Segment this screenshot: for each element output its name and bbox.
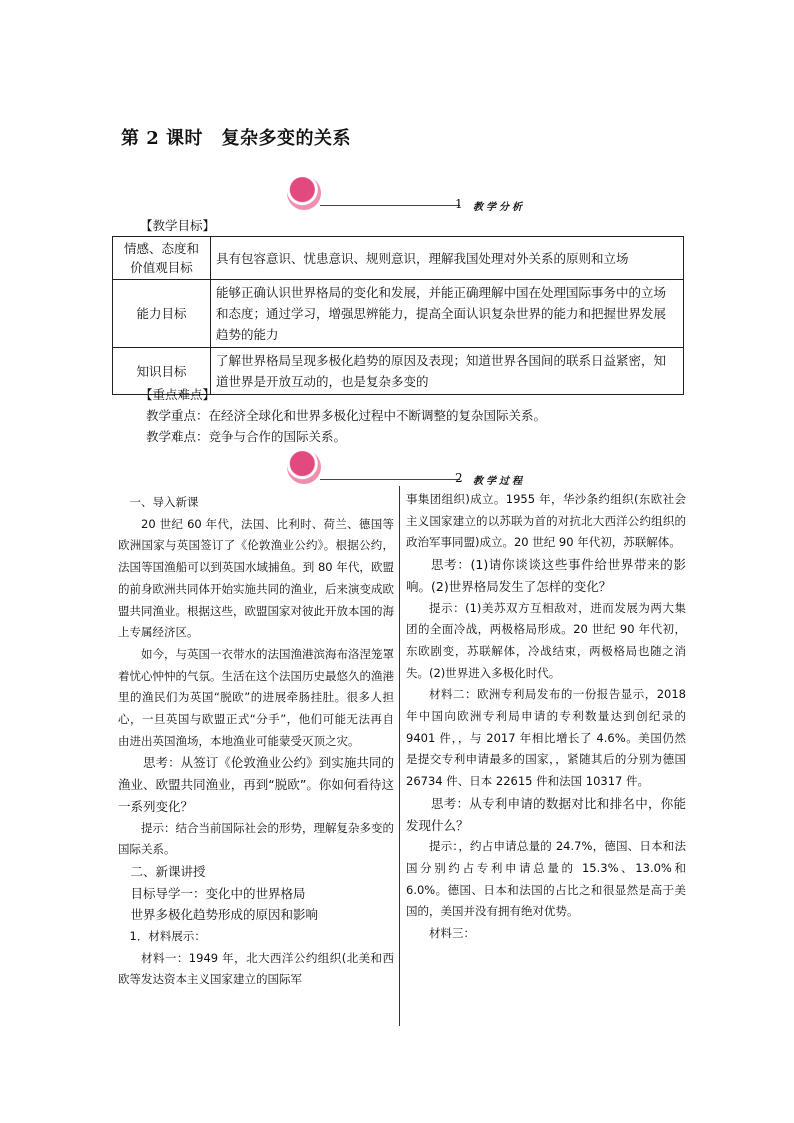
goals-table (112, 236, 684, 395)
paragraph: 事集团组织)成立。1955 年，华沙条约组织(东欧社会主义国家建立的以苏联为首的对抗北大西洋公约组织的政治军事同盟)成立。20 世纪 90 年代初，苏联解体。 (406, 492, 686, 550)
banner-number: 2 (455, 471, 463, 485)
section-banner-analysis (287, 176, 567, 212)
page-title: 第 2 课时 复杂多变的关系 (121, 128, 352, 149)
banner-divider (320, 479, 460, 480)
paragraph: 材料二：欧洲专利局发布的一份报告显示，2018 年中国向欧洲专利局申请的专利数量达到创纪录的 9401 件，，与 2017 年相比增长了 4.6%。美国仍然是提交专利申请最多的国家，，紧随其后的分别为德国 26734 件、日本 22615 件和法国 10317 件。 (406, 687, 686, 789)
subheading: 世界多极化趋势形成的原因和影响 (130, 907, 319, 923)
goal-value: 具有包容意识、忧患意识、规则意识，理解我国处理对外关系的原则和立场 (211, 237, 684, 280)
paragraph: 材料三： (429, 926, 475, 941)
goal-key: 能力目标 (113, 280, 211, 348)
paragraph: 材料一：1949 年，北大西洋公约组织(北美和西欧等发达资本主义国家建立的国际军 (118, 950, 394, 987)
section-banner-process (287, 450, 567, 486)
key-heading: 【重点难点】 (140, 387, 216, 402)
goal-value: 了解世界格局呈现多极化趋势的原因及表现；知道世界各国间的联系日益紧密，知道世界是开放互动的，也是复杂多变的 (211, 348, 684, 395)
paragraph: 20 世纪 60 年代，法国、比利时、荷兰、德国等欧洲国家与英国签订了《伦敦渔业公约》。根据公约，法国等国渔船可以到英国水域捕鱼。到 80 年代，欧盟的前身欧洲共同体开始实施共同的渔业，后来演变成欧盟共同渔业。根据这些，欧盟国家对彼此开放本国的海上专属经济区。 (118, 516, 394, 640)
hint: 提示：(1)美苏双方互相敌对，进而发展为两大集团的全面冷战，两极格局形成。20 世纪 90 年代初，东欧剧变，苏联解体，冷战结束，两极格局也随之消失。(2)世界进入多极化时代。 (406, 600, 686, 680)
paragraph: 如今，与英国一衣带水的法国渔港滨海布洛涅笼罩着忧心忡忡的气氛。生活在这个法国历史最悠久的渔港里的渔民们为英国“脱欧”的进展牵肠挂肚。很多人担心，一旦英国与欧盟正式“分手”，他们可能无法再自由进出英国渔场，本地渔业可能蒙受灭顶之灾。 (118, 646, 394, 748)
banner-label: 教学分析 (473, 202, 525, 213)
question: 思考：从签订《伦敦渔业公约》到实施共同的渔业、欧盟共同渔业，再到“脱欧”。你如何看待这一系列变化？ (118, 755, 394, 814)
goals-heading: 【教学目标】 (140, 218, 216, 233)
left-column (118, 492, 394, 991)
banner-divider (320, 205, 460, 206)
table-row (113, 237, 684, 280)
section-heading: 二、新课讲授 (130, 863, 206, 879)
key-point: 教学重点：在经济全球化和世界多极化过程中不断调整的复杂国际关系。 (146, 408, 547, 423)
difficult-point: 教学难点：竞争与合作的国际关系。 (146, 429, 347, 444)
question: 思考：从专利申请的数据对比和排名中，你能发现什么？ (406, 795, 686, 833)
subheading: 目标导学一：变化中的世界格局 (130, 885, 306, 901)
section-heading: 一、导入新课 (129, 495, 199, 509)
table-row (113, 280, 684, 348)
right-column (406, 489, 686, 945)
hint: 提示：结合当前国际社会的形势，理解复杂多变的国际关系。 (118, 820, 394, 857)
banner-number: 1 (455, 197, 463, 211)
pink-circle-icon (287, 176, 321, 210)
goal-key: 情感、态度和价值观目标 (113, 237, 211, 280)
hint: 提示：，约占申请总量的 24.7%，德国、日本和法国分别约占专利申请总量的 15.3%、13.0%和 6.0%。德国、日本和法国的占比之和很显然是高于美国的，美国并没有拥有绝对优势。 (406, 839, 686, 919)
goal-key: 知识目标 (113, 348, 211, 395)
pink-circle-icon (287, 450, 321, 484)
list-item: 1．材料展示： (129, 929, 206, 944)
goal-value: 能够正确认识世界格局的变化和发展，并能正确理解中国在处理国际事务中的立场和态度；通过学习，增强思辨能力，提高全面认识复杂世界的能力和把握世界发展趋势的能力 (211, 280, 684, 348)
question: 思考：(1)请你谈谈这些事件给世界带来的影响。(2)世界格局发生了怎样的变化？ (406, 557, 686, 594)
banner-label: 教学过程 (473, 476, 525, 487)
column-divider (399, 486, 400, 1026)
